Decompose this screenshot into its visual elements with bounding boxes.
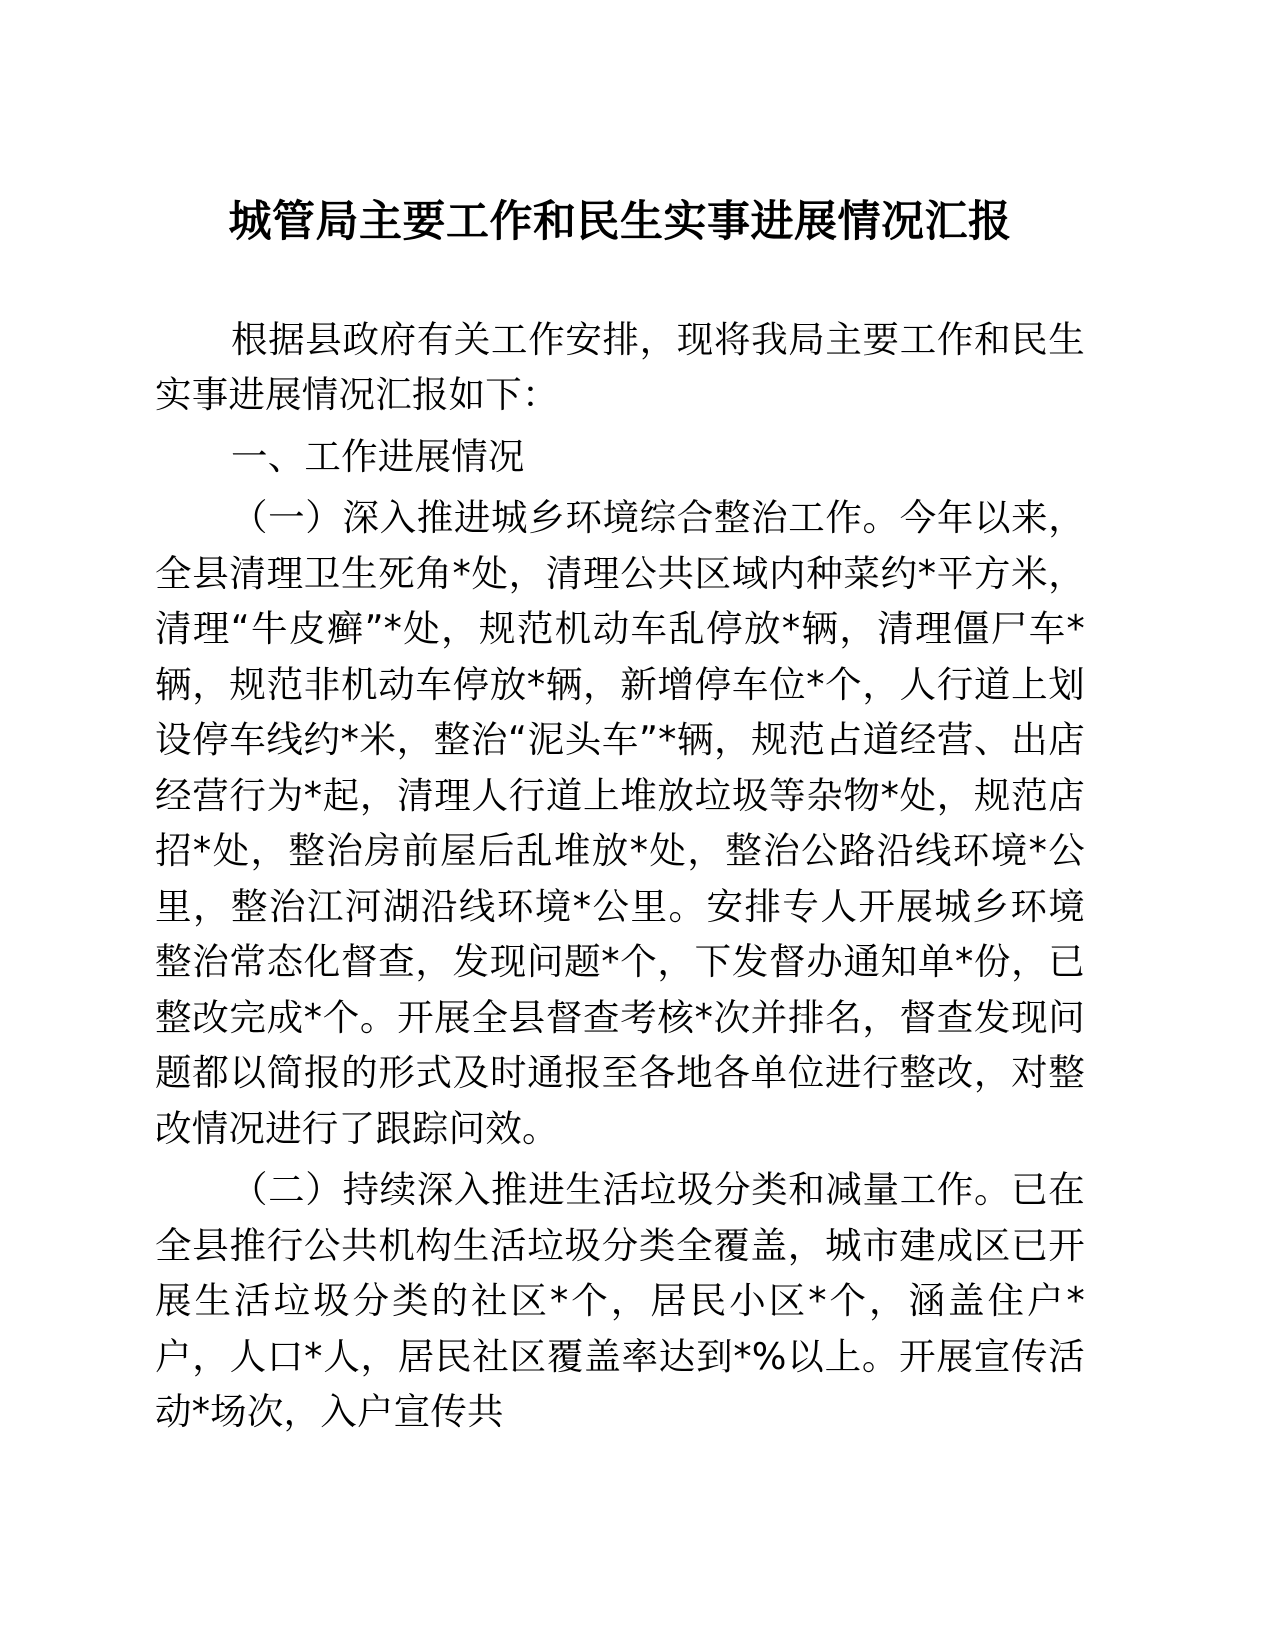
document-content (155, 0, 1085, 1440)
page-title: 城管局主要工作和民生实事进展情况汇报 (228, 197, 1012, 247)
body-paragraph-item-one: （一）深入推进城乡环境综合整治工作。今年以来，全县清理卫生死角*处，清理公共区域内种菜约*平方米，清理“牛皮癣”*处，规范机动车乱停放*辆，清理僵尸车*辆，规范非机动车停放*辆，新增停车位*个，人行道上划设停车线约*米，整治“泥头车”*辆，规范占道经营、出店经营行为*起，清理人行道上堆放垃圾等杂物*处，规范店招*处，整治房前屋后乱堆放*处，整治公路沿线环境*公里，整治江河湖沿线环境*公里。安排专人开展城乡环境整治常态化督查，发现问题*个，下发督办通知单*份，已整改完成*个。开展全县督查考核*次并排名，督查发现问题都以简报的形式及时通报至各地各单位进行整改，对整改情况进行了跟踪问效。 (155, 496, 1085, 1150)
body-paragraph-item-two: （二）持续深入推进生活垃圾分类和减量工作。已在全县推行公共机构生活垃圾分类全覆盖，城市建成区已开展生活垃圾分类的社区*个，居民小区*个，涵盖住户*户，人口*人，居民社区覆盖率达到*%以上。开展宣传活动*场次，入户宣传共 (155, 1168, 1085, 1434)
section-heading-one: 一、工作进展情况 (231, 434, 525, 478)
intro-paragraph: 根据县政府有关工作安排，现将我局主要工作和民生实事进展情况汇报如下： (155, 317, 1085, 417)
title-spacer (155, 250, 1085, 312)
